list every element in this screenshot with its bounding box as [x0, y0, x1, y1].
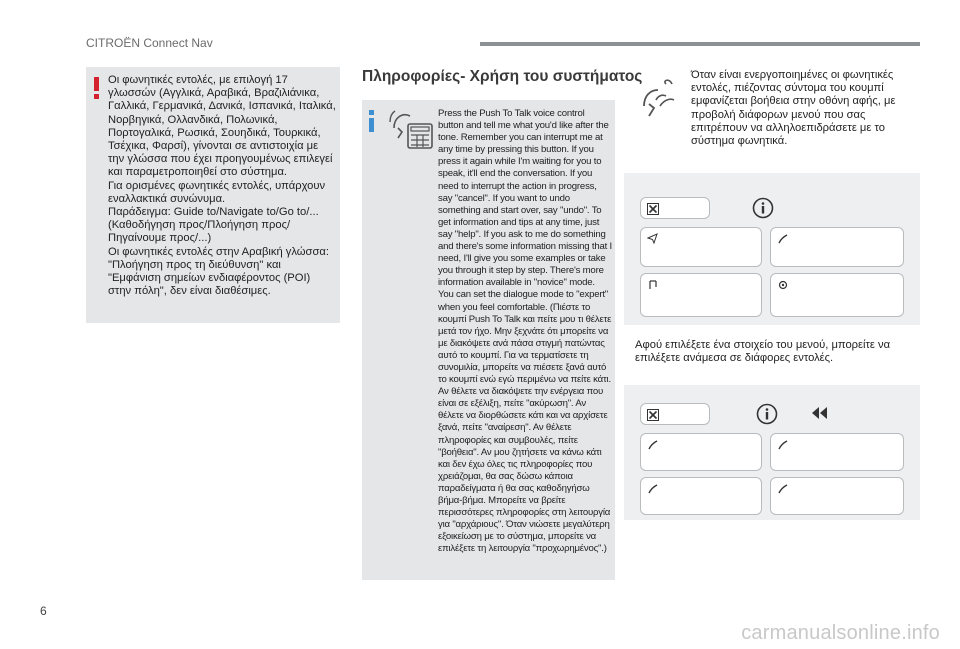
phone-icon [777, 483, 789, 495]
manual-title: CITROËN Connect Nav [86, 36, 213, 50]
warning-paragraph: Οι φωνητικές εντολές στην Αραβική γλώσσα: "Πλοήγηση προς τη διεύθυνση" και "Εμφάνιση σημείων ενδιαφέροντος (POI) στην πόλη", δεν είναι διαθέσιμες. [108, 245, 329, 298]
header-divider [480, 42, 920, 46]
voice-submenu-screen [624, 385, 920, 520]
voice-menu-screen [624, 173, 920, 325]
warning-paragraph: Οι φωνητικές εντολές, με επιλογή 17 γλωσσών (Αγγλικά, Αραβικά, Βραζιλιάνικα, Γαλλικά, Γερμανικά, Δανικά, Ισπανικά, Ιταλικά, Νορβηγικά, Ολλανδικά, Πολωνικά, Πορτογαλικά, Ρωσικά, Σουηδικά, Τουρκικά, Τσέχικα, Φαρσί), γίνονται σε αντιστοιχία με την γλώσσα που έχει προηγουμένως επιλεγεί και παραμετροποιηθεί στο σύστημα. [108, 74, 336, 179]
command-option[interactable] [640, 433, 762, 471]
phone-icon [647, 483, 659, 495]
warning-paragraph: Για ορισμένες φωνητικές εντολές, υπάρχουν εναλλακτικά συνώνυμα. [108, 179, 326, 205]
watermark: carmanualsonline.info [741, 622, 940, 644]
menu-item-settings[interactable] [770, 273, 904, 317]
music-icon [647, 279, 659, 291]
back-icon[interactable] [810, 405, 830, 421]
menu-item-navigation[interactable] [640, 227, 762, 267]
menu-item-media[interactable] [640, 273, 762, 317]
close-button[interactable] [640, 197, 710, 219]
command-option[interactable] [770, 477, 904, 515]
section-title: Πληροφορίες- Χρήση του συστήματος [362, 68, 643, 85]
close-icon [647, 203, 661, 215]
phone-icon [777, 439, 789, 451]
voice-command-icon [640, 78, 680, 118]
warning-paragraph: Παράδειγμα: Guide to/Navigate to/Go to/... (Καθοδήγηση προς/Πλοήγηση προς/Πηγαίνουμε προς/...) [108, 206, 319, 245]
close-button[interactable] [640, 403, 710, 425]
voice-help-description: Όταν είναι ενεργοποιημένες οι φωνητικές εντολές, πιέζοντας σύντομα του κουμπί εμφανίζεται βοήθεια στην οθόνη αφής, με προβολή διάφορων μενού που σας επιτρέπουν να αλληλοεπιδράσετε με το σύστημα φωνητικά. [691, 69, 896, 148]
command-option[interactable] [640, 477, 762, 515]
settings-icon [777, 279, 789, 291]
page-number: 6 [40, 604, 47, 618]
info-circle-icon[interactable] [756, 403, 778, 425]
info-box [362, 100, 615, 580]
push-to-talk-icon [388, 110, 434, 150]
close-icon [647, 409, 661, 421]
navigation-icon [647, 233, 659, 245]
menu-selection-description: Αφού επιλέξετε ένα στοιχείο του μενού, μπορείτε να επιλέξετε ανάμεσα σε διάφορες εντολές. [635, 339, 891, 365]
warning-box [86, 67, 340, 323]
phone-icon [777, 233, 789, 245]
info-icon [368, 110, 374, 132]
warning-text [108, 74, 336, 298]
phone-icon [647, 439, 659, 451]
info-text: Press the Push To Talk voice control button and tell me what you'd like after the tone. Remember you can interrupt me at any time by pressing this button. If you press it again while I'm waiting for you to speak, it'll end the conversation. If you need to interrupt the action in progress, say "cancel". If you want to undo something and start over, say "undo". To get information and tips at any time, just say "help". If you ask to me do something and there's some information missing that I need, I'll give you some examples or take you through it step by step. There's more information available in "novice" mode. You can set the dialogue mode to "expert" when you feel comfortable. (Πιέστε το κουμπί Push To Talk και πείτε μου τι θέλετε μετά τον ήχο. Μην ξεχνάτε ότι μπορείτε να με διακόψετε ανά πάσα στιγμή πατώντας αυτό το κουμπί. Για να τερματίσετε τη συνομιλία, μπορείτε να πιέσετε ξανά αυτό το κουμπί ενώ εγώ περιμένω να πείτε κάτι. Αν θέλετε να διακόψετε την ενέργεια που είναι σε εξέλιξη, πείτε "ακύρωση". Αν θέλετε να διορθώσετε κάτι και να αρχίσετε ξανά, πείτε "αναίρεση". Αν θέλετε πληροφορίες και συμβουλές, πείτε "βοήθεια". Αν μου ζητήσετε να κάνω κάτι και δεν έχω όλες τις πληροφορίες που χρειάζομαι, θα σας δώσω κάποια παραδείγματα ή θα σας καθοδηγήσω βήμα-βήμα. Μπορείτε να βρείτε περισσότερες πληροφορίες στη λειτουργία για "αρχάριους". Όταν νιώσετε μεγαλύτερη εξοικείωση με το σύστημα, μπορείτε να επιλέξετε τη λειτουργία "προχωρημένος".) [438, 108, 612, 555]
menu-item-phone[interactable] [770, 227, 904, 267]
exclamation-icon [93, 77, 99, 99]
info-circle-icon[interactable] [752, 197, 774, 219]
command-option[interactable] [770, 433, 904, 471]
